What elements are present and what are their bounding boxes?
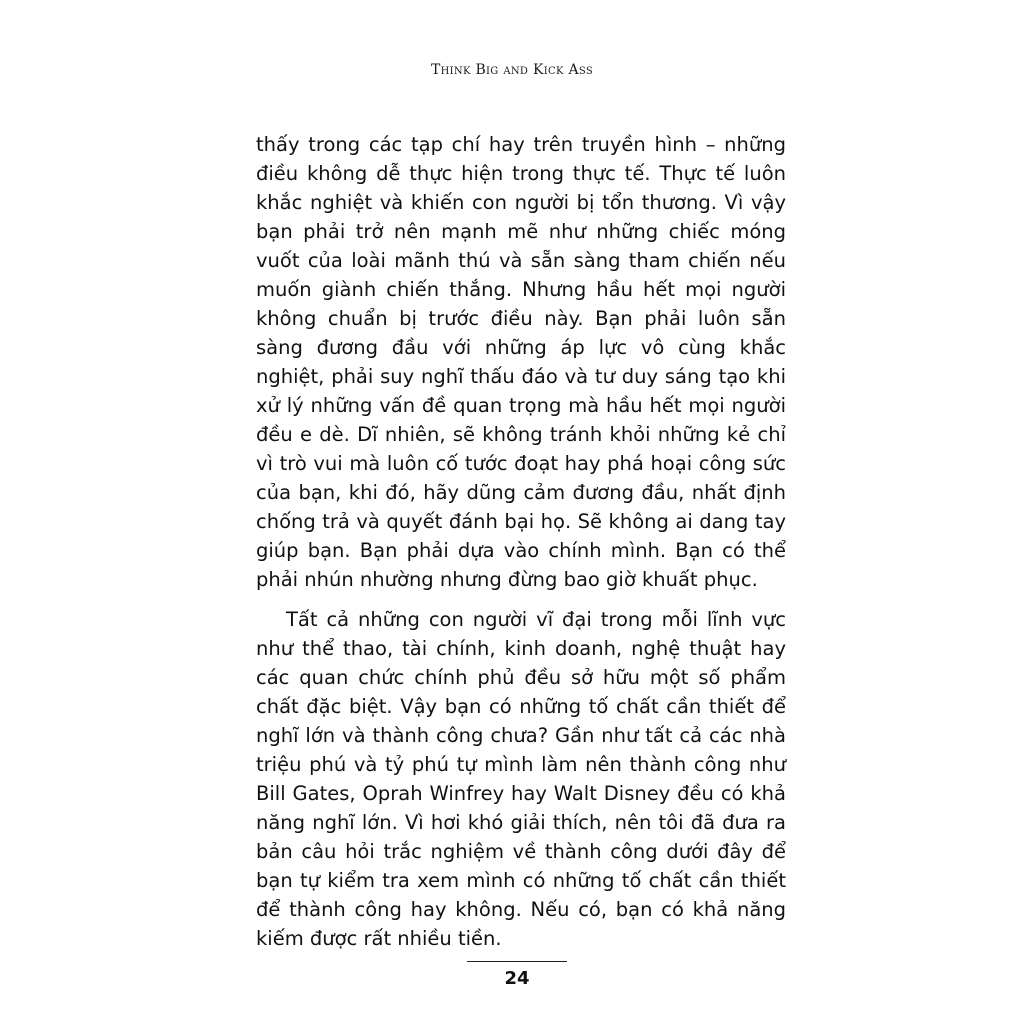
page-number: 24 (504, 968, 530, 989)
footer-rule (467, 961, 567, 962)
running-header: Think Big and Kick Ass (430, 62, 593, 78)
body-text (256, 130, 786, 953)
paragraph-1: thấy trong các tạp chí hay trên truyền hình – những điều không dễ thực hiện trong thực tế. Thực tế luôn khắc nghiệt và khiến con người bị tổn thương. Vì vậy bạn phải trở nên mạnh mẽ như những chiếc móng vuốt của loài mãnh thú và sẵn sàng tham chiến nếu muốn giành chiến thắng. Nhưng hầu hết mọi người không chuẩn bị trước điều này. Bạn phải luôn sẵn sàng đương đầu với những áp lực vô cùng khắc nghiệt, phải suy nghĩ thấu đáo và tư duy sáng tạo khi xử lý những vấn đề quan trọng mà hầu hết mọi người đều e dè. Dĩ nhiên, sẽ không tránh khỏi những kẻ chỉ vì trò vui mà luôn cố tước đoạt hay phá hoại công sức của bạn, khi đó, hãy dũng cảm đương đầu, nhất định chống trả và quyết đánh bại họ. Sẽ không ai dang tay giúp bạn. Bạn phải dựa vào chính mình. Bạn có thể phải nhún nhường nhưng đừng bao giờ khuất phục. (256, 133, 786, 591)
paragraph-2: Tất cả những con người vĩ đại trong mỗi lĩnh vực như thể thao, tài chính, kinh doanh, nghệ thuật hay các quan chức chính phủ đều sở hữu một số phẩm chất đặc biệt. Vậy bạn có những tố chất cần thiết để nghĩ lớn và thành công chưa? Gần như tất cả các nhà triệu phú và tỷ phú tự mình làm nên thành công như Bill Gates, Oprah Winfrey hay Walt Disney đều có khả năng nghĩ lớn. Vì hơi khó giải thích, nên tôi đã đưa ra bản câu hỏi trắc nghiệm về thành công dưới đây để bạn tự kiểm tra xem mình có những tố chất cần thiết để thành công hay không. Nếu có, bạn có khả năng kiếm được rất nhiều tiền. (256, 608, 786, 950)
